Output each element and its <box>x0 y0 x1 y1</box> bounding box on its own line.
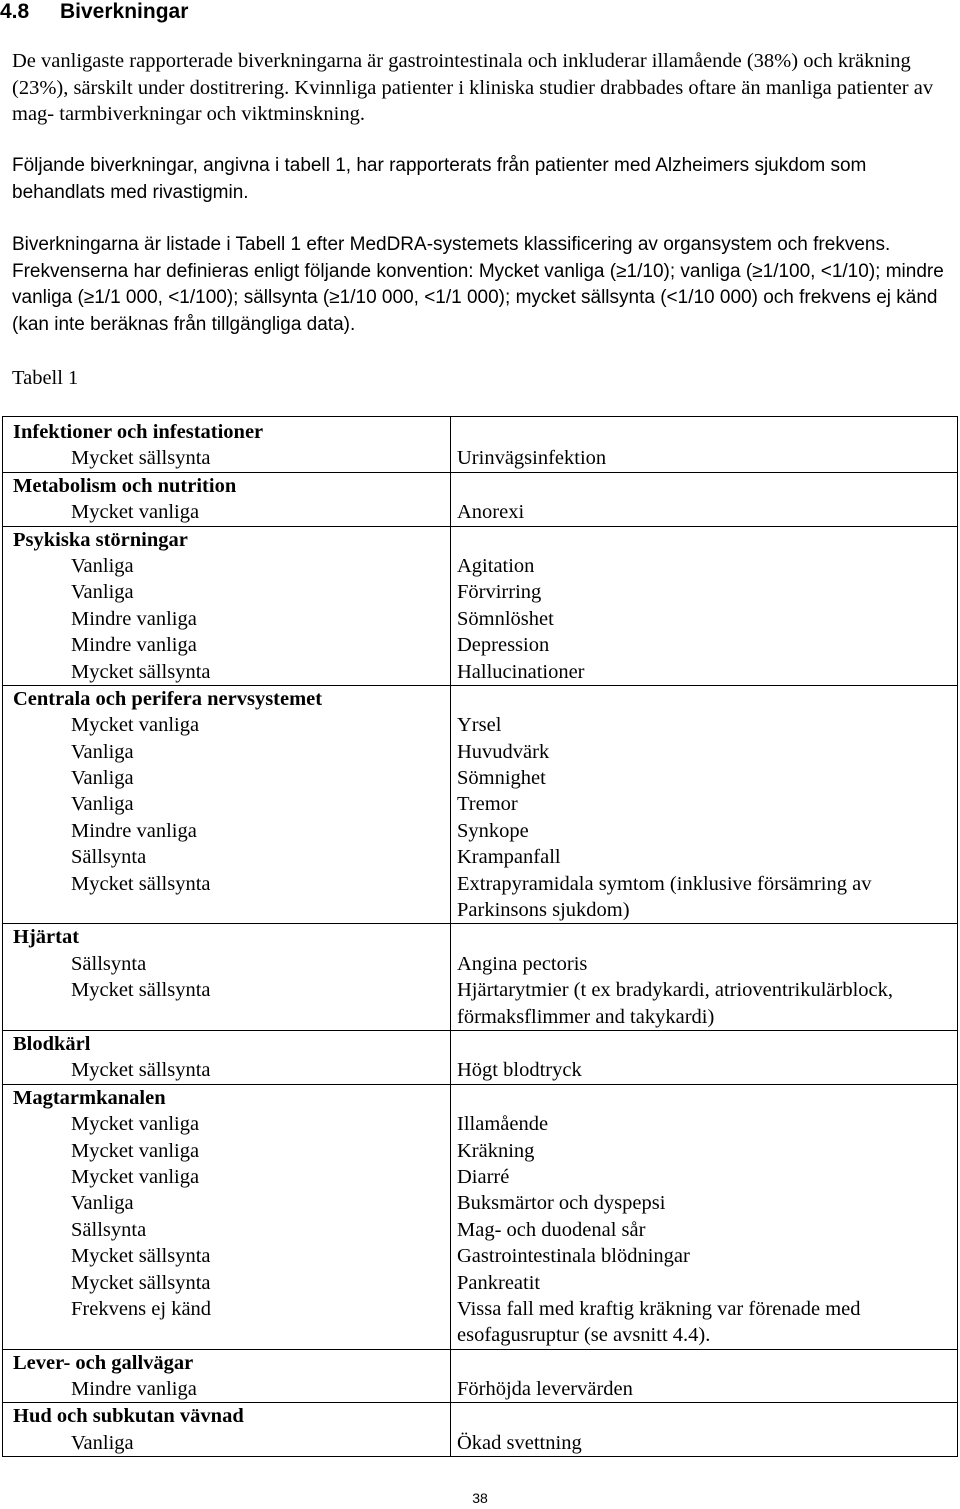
frequency-label: Vanliga <box>71 793 134 816</box>
organ-class-cell <box>3 526 451 685</box>
organ-class-name: Blodkärl <box>13 1032 91 1055</box>
reaction-label: Anorexi <box>457 501 525 524</box>
frequency-label: Sällsynta <box>71 846 147 869</box>
organ-class-name: Hjärtat <box>13 926 80 949</box>
table-row <box>3 417 958 473</box>
reaction-cell <box>451 1403 958 1457</box>
reaction-label: Buksmärtor och dyspepsi <box>457 1192 666 1215</box>
reaction-spacer <box>451 417 957 445</box>
reaction-label: Urinvägsinfektion <box>457 447 607 470</box>
reaction-label: Tremor <box>457 793 518 816</box>
reaction-label: Gastrointestinala blödningar <box>457 1245 690 1268</box>
organ-class-cell <box>3 1030 451 1084</box>
reaction-cell <box>451 685 958 924</box>
frequency-label: Mycket sällsynta <box>71 660 211 683</box>
organ-class-name: Psykiska störningar <box>13 528 188 551</box>
reaction-label: Sömnlöshet <box>457 607 554 630</box>
frequency-label: Mycket sällsynta <box>71 1271 211 1294</box>
reaction-label: Högt blodtryck <box>457 1059 582 1082</box>
frequency-spacer <box>3 1322 450 1348</box>
reaction-spacer <box>451 1350 957 1376</box>
frequency-label: Mycket sällsynta <box>71 447 211 470</box>
reaction-cell <box>451 1030 958 1084</box>
section-title: Biverkningar <box>60 0 189 23</box>
table-title: Tabell 1 <box>12 367 79 389</box>
reaction-label: Kräkning <box>457 1139 535 1162</box>
frequency-label: Vanliga <box>71 1431 134 1454</box>
frequency-label: Vanliga <box>71 554 134 577</box>
frequency-label: Mindre vanliga <box>71 634 197 657</box>
organ-class-name: Magtarmkanalen <box>13 1086 166 1109</box>
reaction-label: Hjärtarytmier (t ex bradykardi, atrioventrikulärblock, <box>457 979 894 1002</box>
organ-class-name: Metabolism och nutrition <box>13 474 237 497</box>
reaction-label: förmaksflimmer and takykardi) <box>457 1005 715 1028</box>
frequency-spacer <box>3 897 450 923</box>
table-row <box>3 924 958 1031</box>
reaction-cell <box>451 924 958 1031</box>
organ-class-name: Infektioner och infestationer <box>13 421 264 443</box>
table-row <box>3 526 958 685</box>
frequency-label: Mindre vanliga <box>71 819 197 842</box>
frequency-label: Mycket vanliga <box>71 1139 200 1162</box>
organ-class-name: Lever- och gallvägar <box>13 1351 194 1374</box>
frequency-label: Mindre vanliga <box>71 607 197 630</box>
table-row <box>3 472 958 526</box>
reaction-label: Förvirring <box>457 581 542 604</box>
reaction-label: Ökad svettning <box>457 1431 582 1454</box>
reaction-label: Angina pectoris <box>457 952 588 975</box>
reaction-label: Yrsel <box>457 714 502 737</box>
page-number: 38 <box>472 1490 488 1506</box>
reaction-label: Förhöjda levervärden <box>457 1378 633 1401</box>
section-heading <box>0 0 188 24</box>
reaction-cell <box>451 526 958 685</box>
reaction-label: Krampanfall <box>457 846 561 869</box>
reaction-cell <box>451 417 958 473</box>
reaction-cell <box>451 1084 958 1349</box>
reaction-label: Vissa fall med kraftig kräkning var förenade med <box>457 1297 861 1320</box>
reaction-cell <box>451 1349 958 1403</box>
organ-class-cell <box>3 924 451 1031</box>
reaction-spacer <box>451 1403 957 1429</box>
reaction-label: Mag- och duodenal sår <box>457 1218 646 1241</box>
reaction-label: Pankreatit <box>457 1271 541 1294</box>
frequency-label: Mycket sällsynta <box>71 979 211 1002</box>
reaction-label: Agitation <box>457 554 535 577</box>
organ-class-cell <box>3 1084 451 1349</box>
frequency-label: Sällsynta <box>71 952 147 975</box>
organ-class-cell <box>3 1349 451 1403</box>
frequency-label: Vanliga <box>71 1192 134 1215</box>
reaction-spacer <box>451 686 957 712</box>
organ-class-cell <box>3 472 451 526</box>
table-row <box>3 1084 958 1349</box>
frequency-label: Mycket sällsynta <box>71 1245 211 1268</box>
reaction-label: Depression <box>457 634 550 657</box>
table-row <box>3 685 958 924</box>
paragraph-frequency-convention: Biverkningarna är listade i Tabell 1 efter MedDRA-systemets klassificering av organsystem och frekvens. Frekvenserna har definieras enligt följande konvention: Mycket vanliga (≥1/10); vanliga (≥1/100, <1/10); mindre vanliga (≥1/1 000, <1/100); sällsynta (≥1/10 000, <1/1 000); mycket sällsynta (<1/10 000) och frekvens ej känd (kan inte beräknas från tillgängliga data). <box>12 234 944 335</box>
frequency-label: Vanliga <box>71 581 134 604</box>
reaction-spacer <box>451 924 957 950</box>
reaction-spacer <box>451 1031 957 1057</box>
frequency-label: Mycket vanliga <box>71 714 200 737</box>
reaction-label: Extrapyramidala symtom (inklusive försämring av <box>457 872 872 895</box>
adverse-reactions-table <box>2 416 958 1457</box>
frequency-label: Mindre vanliga <box>71 1378 197 1401</box>
reaction-label: Illamående <box>457 1113 549 1136</box>
table-row <box>3 1349 958 1403</box>
reaction-cell <box>451 472 958 526</box>
frequency-label: Mycket sällsynta <box>71 872 211 895</box>
reaction-spacer <box>451 1085 957 1111</box>
reaction-label: Synkope <box>457 819 529 842</box>
frequency-spacer <box>3 1004 450 1030</box>
reaction-label: Huvudvärk <box>457 740 550 763</box>
table-row <box>3 1030 958 1084</box>
table-row <box>3 1403 958 1457</box>
organ-class-cell <box>3 1403 451 1457</box>
frequency-label: Mycket vanliga <box>71 1165 200 1188</box>
frequency-label: Frekvens ej känd <box>71 1297 212 1320</box>
organ-class-name: Hud och subkutan vävnad <box>13 1405 244 1428</box>
reaction-label: Sömnighet <box>457 767 546 790</box>
frequency-label: Vanliga <box>71 767 134 790</box>
organ-class-cell <box>3 417 451 473</box>
reaction-spacer <box>451 473 957 499</box>
reaction-label: Parkinsons sjukdom) <box>457 899 630 922</box>
frequency-label: Mycket sällsynta <box>71 1059 211 1082</box>
reaction-label: Diarré <box>457 1165 510 1188</box>
reaction-label: Hallucinationer <box>457 660 585 683</box>
section-number: 4.8 <box>0 0 30 23</box>
frequency-label: Mycket vanliga <box>71 501 200 524</box>
paragraph-intro: De vanligaste rapporterade biverkningarna är gastrointestinala och inkluderar illamående (38%) och kräkning (23%), särskilt under dostitrering. Kvinnliga patienter i kliniska studier drabbades oftare än manliga patienter av mag- tarmbiverkningar och viktminskning. <box>12 50 934 125</box>
paragraph-table-reference: Följande biverkningar, angivna i tabell 1, har rapporterats från patienter med Alzheimers sjukdom som behandlats med rivastigmin. <box>12 155 867 203</box>
organ-class-cell <box>3 685 451 924</box>
frequency-label: Mycket vanliga <box>71 1113 200 1136</box>
frequency-label: Vanliga <box>71 740 134 763</box>
reaction-spacer <box>451 527 957 553</box>
reaction-label: esofagusruptur (se avsnitt 4.4). <box>457 1324 711 1347</box>
organ-class-name: Centrala och perifera nervsystemet <box>13 687 323 710</box>
frequency-label: Sällsynta <box>71 1218 147 1241</box>
